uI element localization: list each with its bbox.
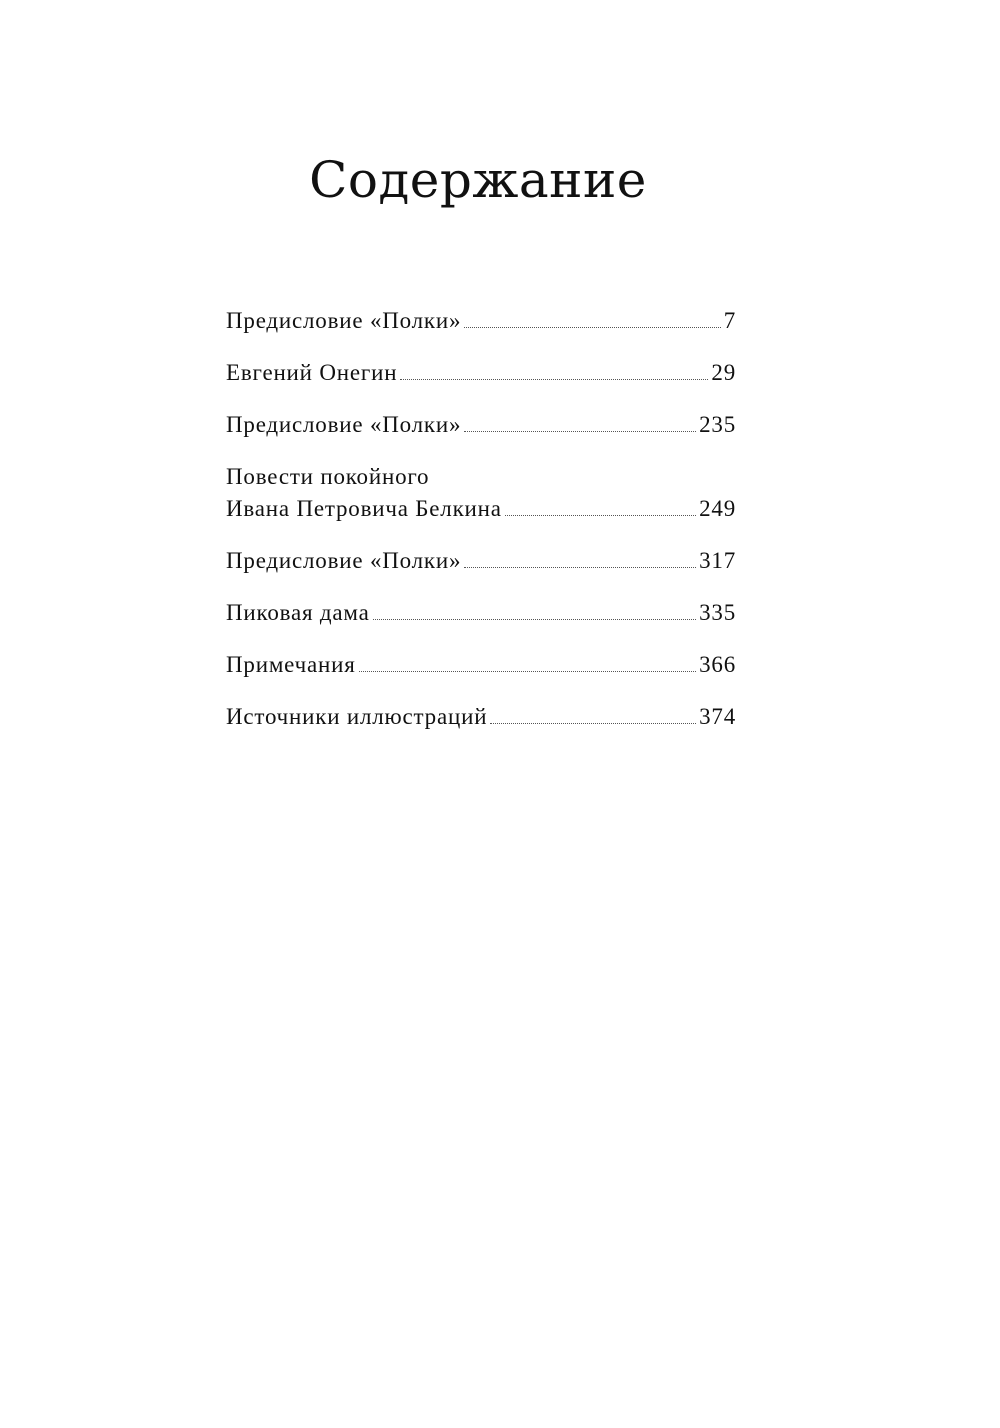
toc-page-number: 29 — [711, 360, 736, 385]
toc-entry-title-line: Примечания — [226, 652, 356, 677]
toc-page-number: 374 — [699, 704, 736, 729]
toc-entry-title — [226, 597, 370, 629]
toc-entry-title-line: Евгений Онегин — [226, 360, 398, 385]
toc-page-number: 335 — [699, 600, 736, 625]
toc-entry-title — [226, 545, 461, 577]
dot-leader — [359, 670, 697, 672]
dot-leader — [464, 566, 696, 568]
toc-page-number: 366 — [699, 652, 736, 677]
toc-entry[interactable] — [226, 461, 736, 525]
toc-entry-title — [226, 409, 461, 441]
toc-entry[interactable] — [226, 545, 736, 577]
toc-entry[interactable] — [226, 409, 736, 441]
toc-page-number: 249 — [699, 496, 736, 521]
toc-entry-title — [226, 701, 487, 733]
toc-entry[interactable] — [226, 649, 736, 681]
page-title: Содержание — [309, 151, 647, 209]
toc-page-number: 317 — [699, 548, 736, 573]
toc-entry-title-line: Предисловие «Полки» — [226, 308, 462, 333]
dot-leader — [464, 326, 720, 328]
toc-page-number: 235 — [699, 412, 736, 437]
toc-entry-title — [226, 357, 397, 389]
toc-entry-title-line: Предисловие «Полки» — [226, 412, 462, 437]
toc-entry-title — [226, 305, 461, 337]
toc-entry-title-line: Ивана Петровича Белкина — [226, 496, 502, 521]
dot-leader — [490, 722, 696, 724]
toc-entry[interactable] — [226, 597, 736, 629]
toc-entry[interactable] — [226, 305, 736, 337]
dot-leader — [373, 618, 696, 620]
toc-entry-title — [226, 649, 356, 681]
dot-leader — [464, 430, 696, 432]
toc-page-number: 7 — [723, 308, 736, 333]
toc-entry-title — [226, 461, 502, 525]
toc-entry-title-line: Источники иллюстраций — [226, 704, 488, 729]
dot-leader — [505, 514, 696, 516]
toc-entry[interactable] — [226, 357, 736, 389]
toc-entry-title-line: Предисловие «Полки» — [226, 548, 462, 573]
table-of-contents — [226, 305, 736, 733]
toc-entry[interactable] — [226, 701, 736, 733]
dot-leader — [400, 378, 708, 380]
toc-entry-title-line: Пиковая дама — [226, 600, 370, 625]
toc-entry-title-line: Повести покойного — [226, 464, 430, 489]
